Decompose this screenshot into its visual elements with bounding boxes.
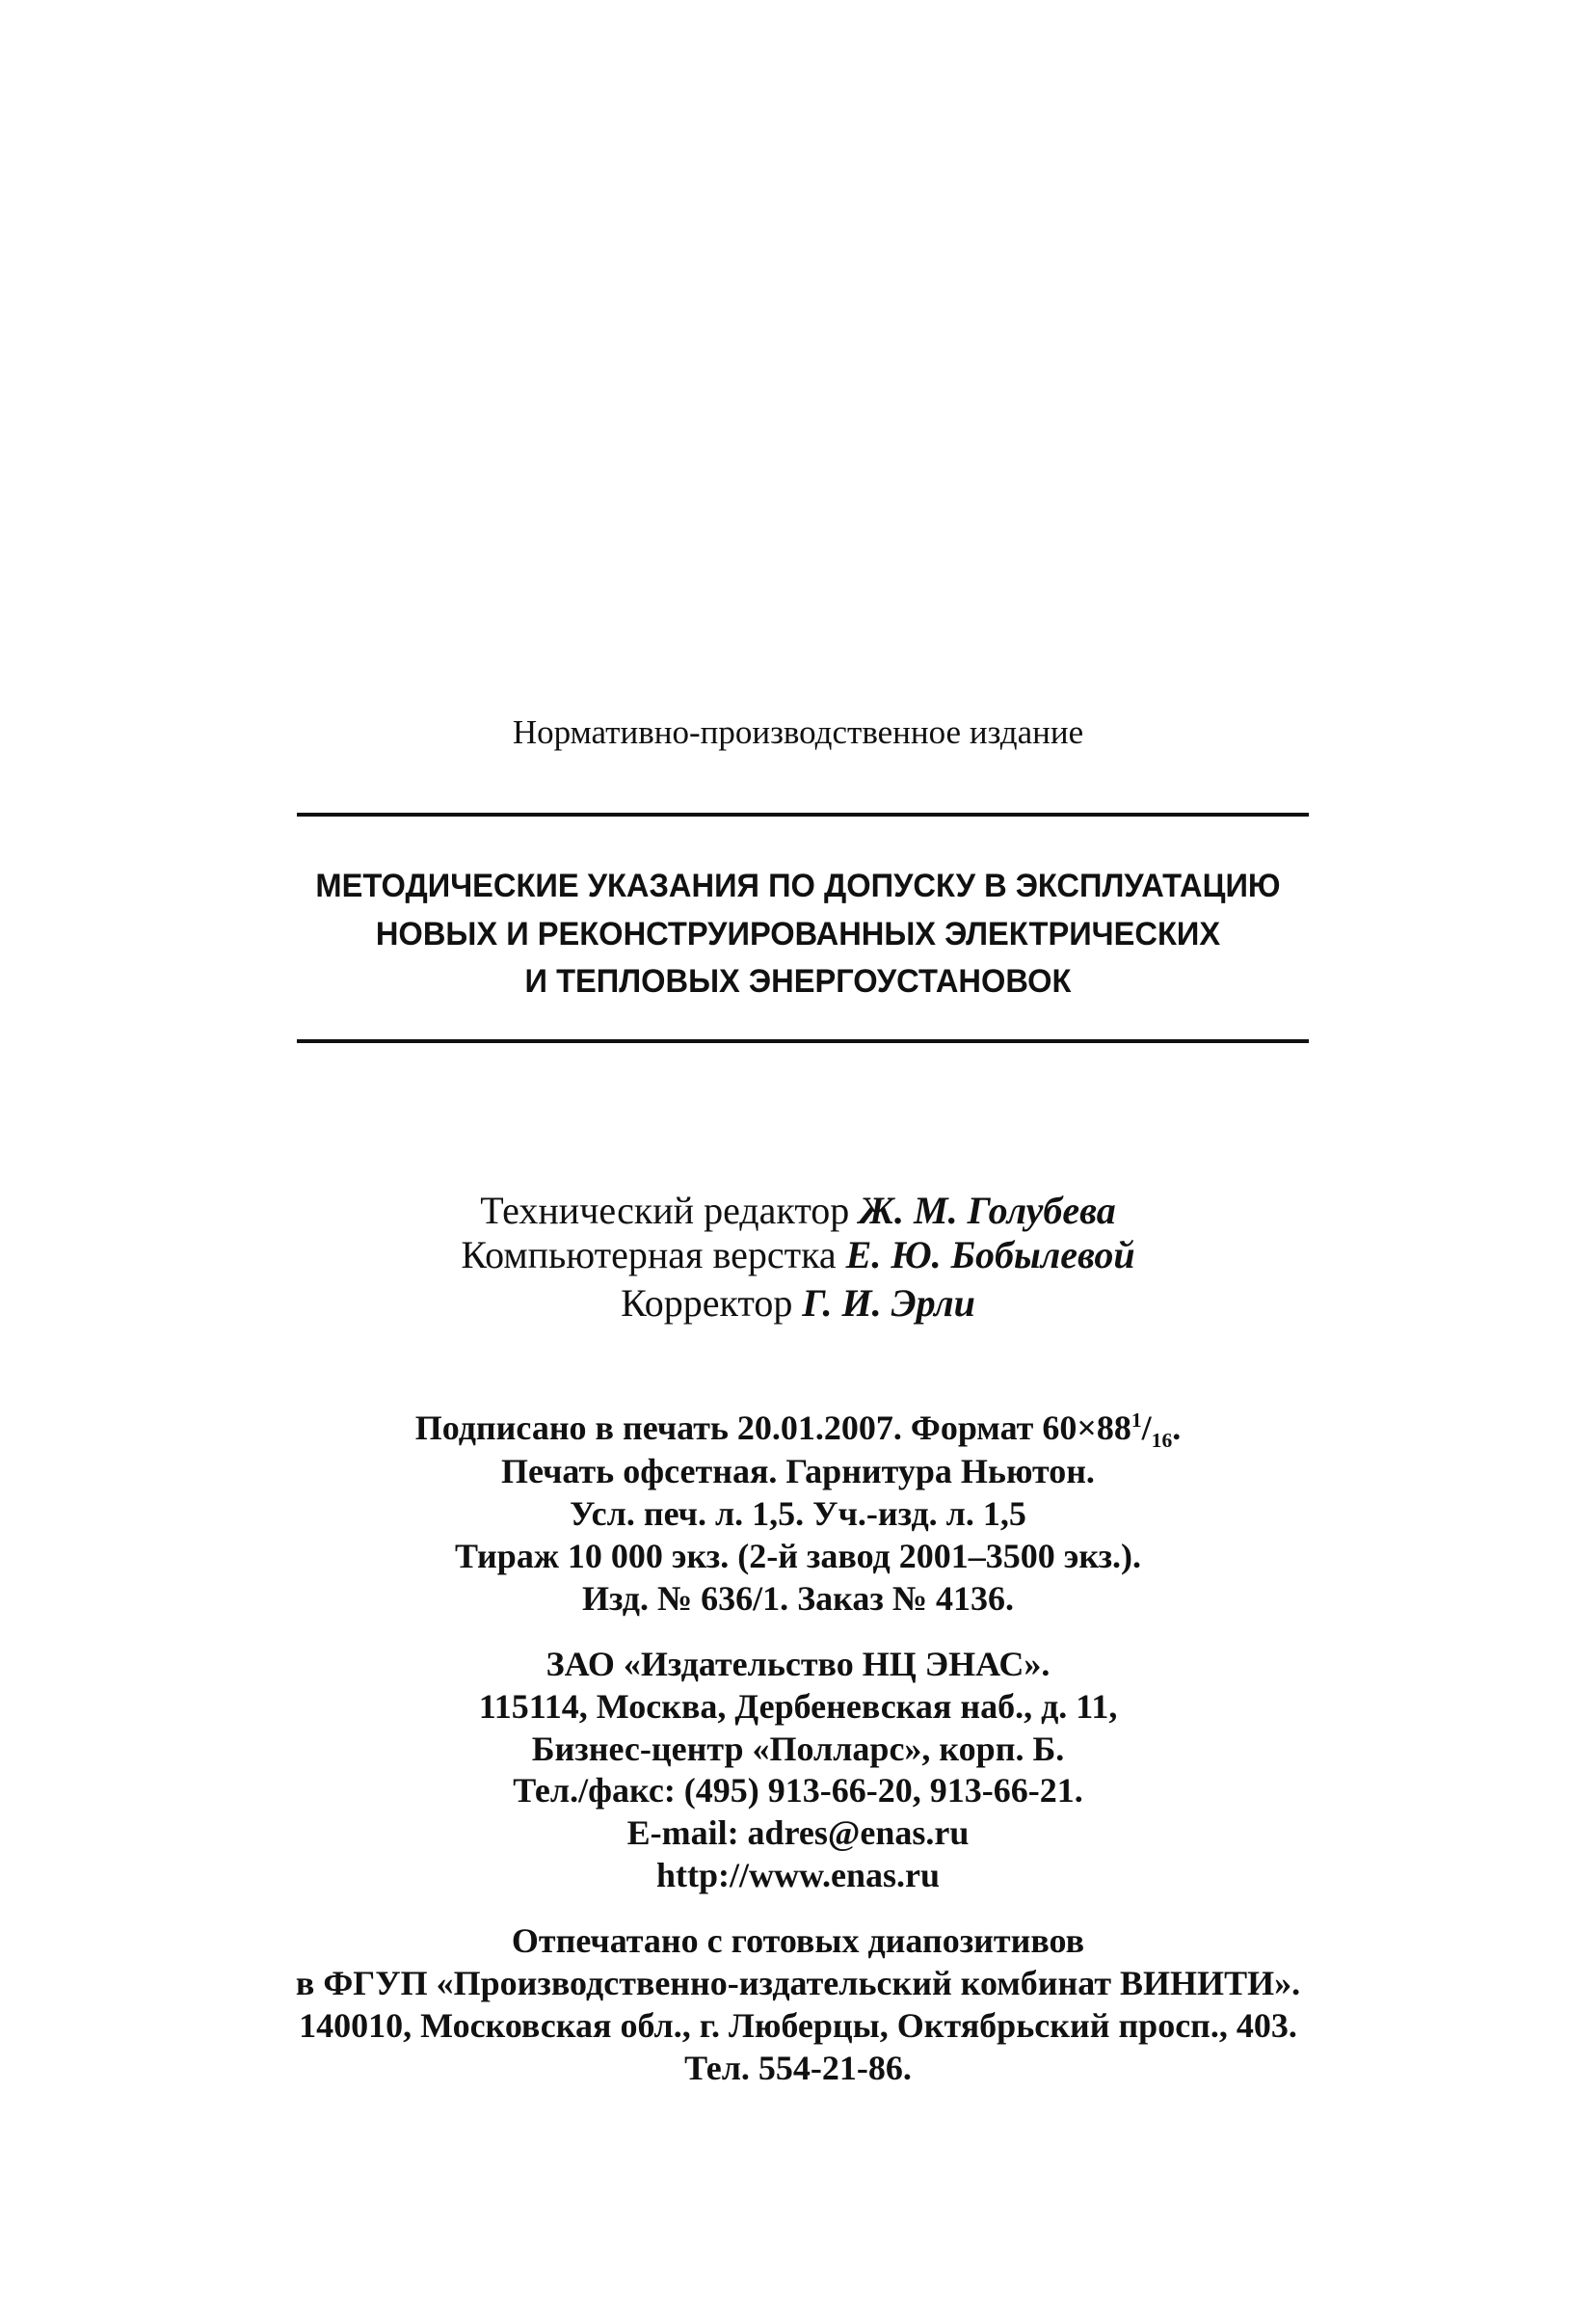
title-line-2: НОВЫХ И РЕКОНСТРУИРОВАННЫХ ЭЛЕКТРИЧЕСКИХ — [375, 916, 1221, 952]
printer-address: 140010, Московская обл., г. Люберцы, Октябрьский просп., 403. — [299, 2006, 1297, 2045]
staff-role: Технический редактор — [480, 1189, 850, 1232]
publisher-phone: Тел./факс: (495) 913-66-20, 913-66-21. — [513, 1771, 1083, 1810]
staff-proofreader — [0, 1280, 1596, 1326]
imprint-signed-format: Подписано в печать 20.01.2007. Формат $60\times 88^1/_{16}$. — [414, 1408, 1182, 1453]
edition-type: Нормативно-производственное издание — [512, 713, 1084, 751]
format-fraction-denominator: 16 — [1151, 1429, 1173, 1453]
imprint-order: Изд. № 636/1. Заказ № 4136. — [581, 1579, 1015, 1618]
top-divider — [297, 813, 1309, 817]
printer-note: Отпечатано с готовых диапозитивов — [511, 1921, 1085, 1960]
publisher-business-center: Бизнес-центр «Полларс», корп. Б. — [531, 1730, 1065, 1768]
bottom-divider — [297, 1039, 1309, 1043]
format-fraction-numerator: 1 — [1130, 1408, 1142, 1432]
staff-name: Ж. М. Голубева — [859, 1189, 1116, 1232]
imprint-print-type: Печать офсетная. Гарнитура Ньютон. — [501, 1452, 1095, 1490]
imprint-circulation: Тираж 10 000 экз. (2-й завод 2001–3500 экз.). — [454, 1537, 1142, 1575]
printer-name: в ФГУП «Производственно-издательский комбинат ВИНИТИ». — [295, 1964, 1301, 2002]
publisher-name: ЗАО «Издательство НЦ ЭНАС». — [545, 1645, 1051, 1683]
staff-name: Г. И. Эрли — [802, 1281, 975, 1325]
printer-phone: Тел. 554-21-86. — [684, 2049, 912, 2087]
imprint-signed-text: Подписано в печать 20.01.2007. Формат 60×88 — [414, 1408, 1131, 1447]
staff-layout — [0, 1232, 1596, 1277]
staff-technical-editor — [0, 1188, 1596, 1233]
staff-role: Корректор — [621, 1281, 793, 1325]
title-line-3: И ТЕПЛОВЫХ ЭНЕРГОУСТАНОВОК — [524, 963, 1072, 1000]
publisher-email: E-mail: adres@enas.ru — [626, 1813, 970, 1852]
staff-name: Е. Ю. Бобылевой — [845, 1233, 1135, 1276]
publisher-address: 115114, Москва, Дербеневская наб., д. 11, — [478, 1687, 1118, 1726]
staff-role: Компьютерная верстка — [461, 1233, 837, 1276]
imprint-period: . — [1172, 1408, 1182, 1447]
publisher-website: http://www.enas.ru — [655, 1856, 941, 1894]
imprint-sheets: Усл. печ. л. 1,5. Уч.-изд. л. 1,5 — [570, 1494, 1026, 1533]
title-line-1: МЕТОДИЧЕСКИЕ УКАЗАНИЯ ПО ДОПУСКУ В ЭКСПЛУАТАЦИЮ — [315, 868, 1281, 904]
